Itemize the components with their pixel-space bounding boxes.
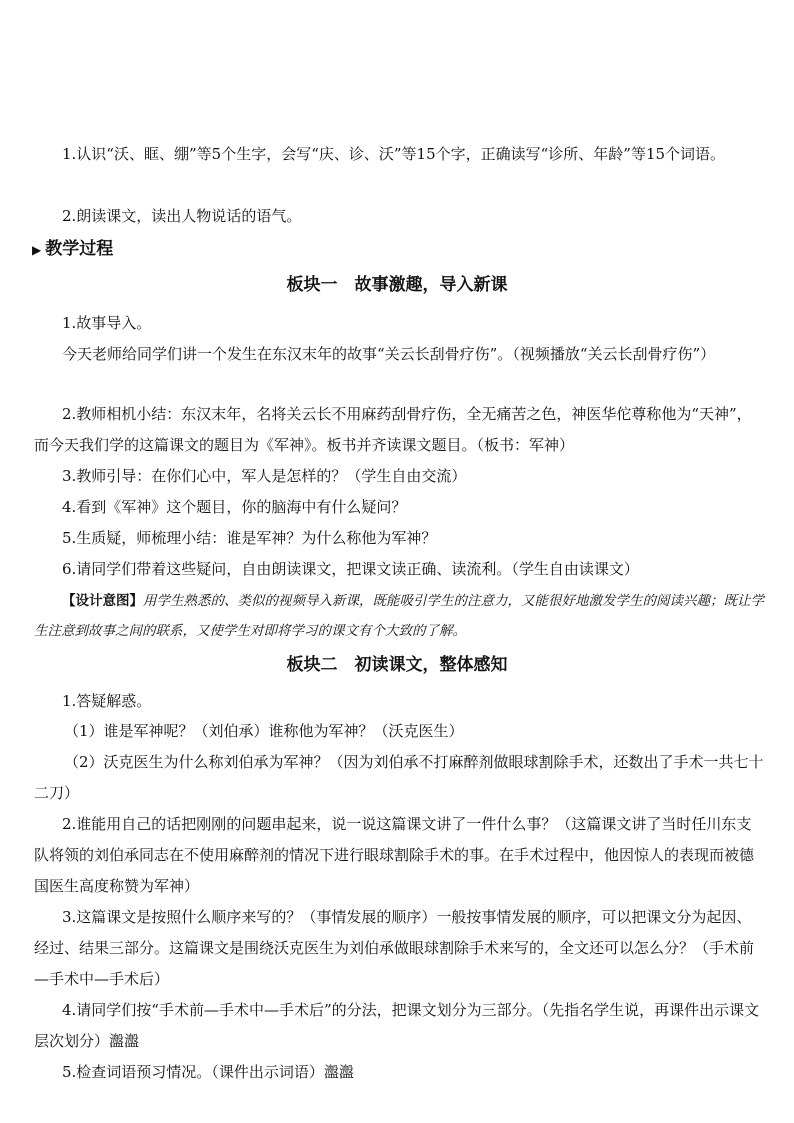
block1-item-5: 4.看到《军神》这个题目，你的脑海中有什么疑问？ — [62, 498, 407, 516]
block2-item-3: （2）沃克医生为什么称刘伯承为军神？（因为刘伯承不打麻醉剂做眼球割除手术，还数出了手术一共七十二刀） — [34, 753, 764, 802]
block2-item-1: 1.答疑解惑。 — [62, 692, 152, 710]
block1-item-7: 6.请同学们带着这些疑问，自由朗读课文，把课文读正确、读流利。（学生自由读课文） — [62, 560, 639, 578]
block1-item-1: 1.故事导入。 — [62, 314, 152, 332]
process-heading-text: 教学过程 — [45, 239, 114, 259]
process-heading — [32, 235, 113, 264]
block1-item-2: 今天老师给同学们讲一个发生在东汉末年的故事“关云长刮骨疗伤”。（视频播放“关云长刮骨疗伤”） — [62, 345, 716, 363]
block2-item-2: （1）谁是军神呢？（刘伯承）谁称他为军神？（沃克医生） — [64, 722, 464, 740]
block2-item-4: 2.谁能用自己的话把刚刚的问题串起来，说一说这篇课文讲了一件什么事？（这篇课文讲了当时任川东支队将领的刘伯承同志在不使用麻醉剂的情况下进行眼球割除手术的事。在手术过程中，他因惊人的表现而被德国医生高度称赞为军神） — [34, 815, 755, 895]
design-intent — [34, 586, 764, 646]
triangle-bullet-icon: ▶ — [32, 243, 42, 257]
block1-title: 板块一 故事激趣，导入新课 — [286, 275, 508, 295]
design-label: 【设计意图】 — [62, 593, 143, 609]
block1-item-3: 2.教师相机小结：东汉末年，名将关云长不用麻药刮骨疗伤，全无痛苦之色，神医华佗尊称他为“天神”，而今天我们学的这篇课文的题目为《军神》。板书并齐读课文题目。（板书：军神） — [34, 405, 752, 454]
block1-item-6: 5.生质疑，师梳理小结：谁是军神？为什么称他为军神？ — [62, 529, 437, 547]
block1-item-4: 3.教师引导：在你们心中，军人是怎样的？（学生自由交流） — [62, 467, 467, 485]
block2-item-6: 4.请同学们按“手术前—手术中—手术后”的分法，把课文划分为三部分。（先指名学生说，再课件出示课文层次划分）瀊瀊 — [34, 1001, 760, 1050]
objective-1: 1.认识“沃、眶、绷”等5个生字，会写“庆、诊、沃”等15个字，正确读写“诊所、年龄”等15个词语。 — [62, 145, 726, 163]
block2-item-7: 5.检查词语预习情况。（课件出示词语）瀊瀊 — [62, 1063, 354, 1081]
block2-item-5: 3.这篇课文是按照什么顺序来写的？（事情发展的顺序）一般按事情发展的顺序，可以把课文分为起因、经过、结果三部分。这篇课文是围绕沃克医生为刘伯承做眼球割除手术来写的，全文还可以怎么分？（手术前—手术中—手术后） — [34, 908, 755, 988]
design-text: 用学生熟悉的、类似的视频导入新课，既能吸引学生的注意力，又能很好地激发学生的阅读兴趣；既让学生注意到故事之间的联系，又使学生对即将学习的课文有个大致的了解。 — [34, 593, 764, 639]
objective-2: 2.朗读课文，读出人物说话的语气。 — [62, 207, 302, 225]
block2-title: 板块二 初读课文，整体感知 — [286, 655, 508, 675]
